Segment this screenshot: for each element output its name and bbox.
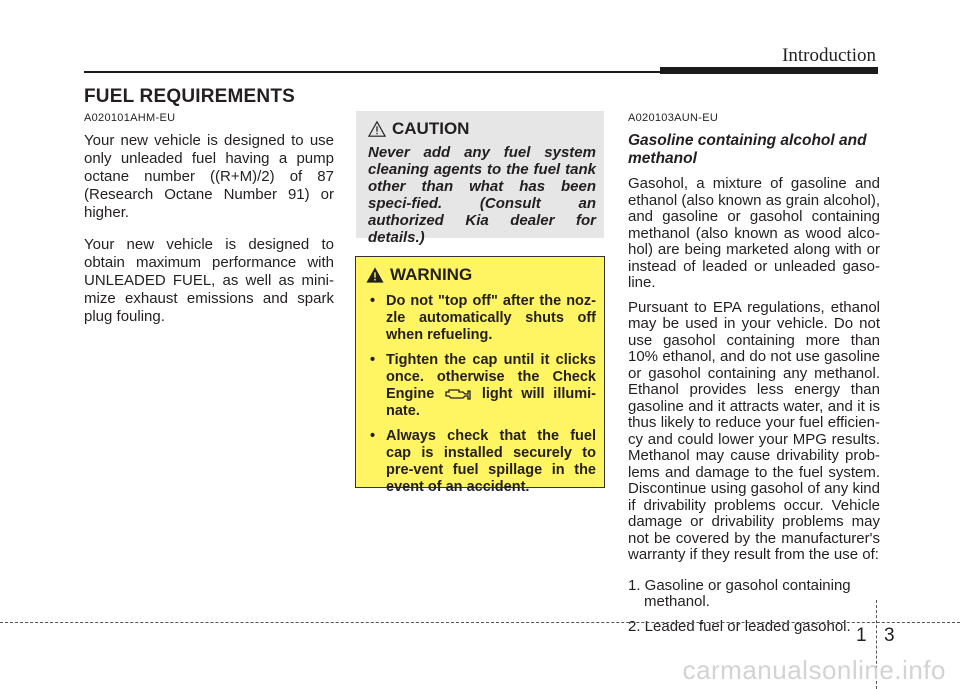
section-code: A020101AHM-EU (84, 112, 176, 124)
caution-box (356, 111, 604, 246)
warning-triangle-icon (366, 266, 384, 284)
fuel-requirements-column (84, 112, 334, 340)
watermark: carmanualsonline.info (682, 655, 946, 685)
warning-item (366, 428, 596, 496)
section-code: A020103AUN-EU (628, 112, 719, 124)
paragraph: Your new vehicle is designed to use only unleaded fuel having a pump octane number ((R+M)/2) of 87 (Research Octane Number 91) or higher. (84, 132, 334, 221)
chapter-number: 1 (856, 625, 867, 646)
warning-item (366, 352, 596, 420)
caution-title: CAUTION (392, 119, 470, 138)
page-number: 3 (884, 625, 895, 646)
warning-title: WARNING (390, 265, 473, 284)
bullet: • (370, 293, 376, 309)
list-item: 2. Leaded fuel or leaded gasohol. (628, 617, 851, 635)
caution-triangle-icon (368, 120, 386, 138)
gasohol-heading: Gasoline containing alcohol and methanol (628, 132, 867, 167)
warning-list (366, 293, 596, 496)
check-engine-icon (443, 387, 473, 401)
section-title: FUEL REQUIREMENTS (84, 86, 296, 107)
header-rule-accent (660, 67, 878, 74)
header-rule (84, 71, 704, 73)
warning-item-text: Always check that the fuel cap is installed securely to pre-vent fuel spillage in the event of an accident. (386, 428, 596, 495)
paragraph: Your new vehicle is designed to obtain maximum performance with UNLEADED FUEL, as well as mini-mize exhaust emissions and spark plug fouling. (84, 236, 334, 325)
paragraph: Pursuant to EPA regulations, ethanol may be used in your vehicle. Do not use gasohol containing more than 10% ethanol, and do not use gasoline or gasohol containing any methanol. Ethanol provides less energy than gasoline and it attracts water, and it is thus likely to reduce your fuel efficien-cy and could lower your MPG results. Methanol may cause drivability prob-lems and damage to the fuel system. Discontinue using gasohol of any kind if drivability problems occur. Vehicle damage or drivability problems may not be covered by the manufacturer's warranty if they result from the use of: (628, 298, 880, 563)
warning-item-text: Tighten the cap until it clicks once. otherwise the Check Engine (386, 352, 596, 402)
warning-item-text: light will illumi-nate. (386, 386, 596, 419)
warning-box (355, 256, 605, 495)
caution-text: Never add any fuel system cleaning agents to the fuel tank other than what has been speci-fied. (Consult an authorized Kia dealer for details.) (368, 144, 596, 246)
warning-item (366, 293, 596, 344)
bullet: • (370, 352, 376, 368)
warning-header (366, 265, 596, 285)
caution-header (368, 119, 596, 139)
chapter-header-title: Introduction (782, 45, 876, 66)
gasohol-column (628, 112, 880, 643)
warning-item-text: Do not "top off" after the noz-zle automatically shuts off when refueling. (386, 293, 596, 343)
list-item: 1. Gasoline or gasohol containing methanol. (628, 576, 851, 610)
bullet: • (370, 428, 376, 444)
paragraph: Gasohol, a mixture of gasoline and ethanol (also known as grain alcohol), and gasoline or gasohol containing methanol (also known as wood alco-hol) are being marketed along with or instead of leaded or unleaded gaso-line. (628, 175, 880, 291)
footer-rule (0, 622, 960, 623)
